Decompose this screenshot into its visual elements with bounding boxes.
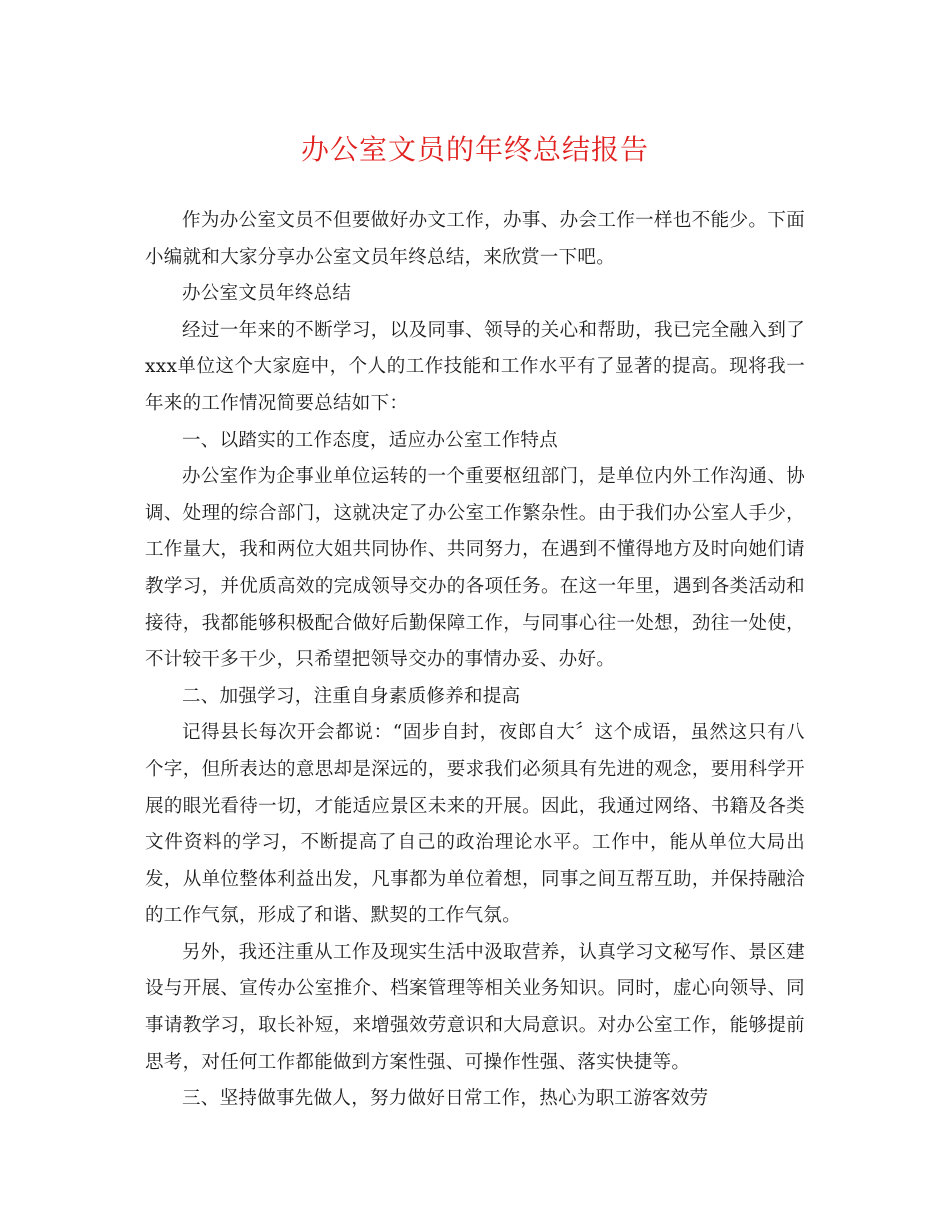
subtitle-heading: 办公室文员年终总结 [182,283,352,305]
section-heading-2: 二、加强学习，注重自身素质修养和提高 [182,685,521,707]
section-heading-1: 一、以踏实的工作态度，适应办公室工作特点 [182,429,559,451]
section-2-paragraph-2: 另外，我还注重从工作及现实生活中汲取营养，认真学习文秘写作、景区建设与开展、宣传办公室推介、档案管理等相关业务知识。同时，虚心向领导、同事请教学习，取长补短，来增强效劳意识和大局意识。对办公室工作，能够提前思考，对任何工作都能做到方案性强、可操作性强、落实快捷等。 [145,941,805,1073]
section-2-paragraph-1: 记得县长每次开会都说：“固步自封，夜郎自大〞这个成语，虽然这只有八个字，但所表达的意思却是深远的，要求我们必须具有先进的观念，要用科学开展的眼光看待一切，才能适应景区未来的开展。因此，我通过网络、书籍及各类文件资料的学习，不断提高了自己的政治理论水平。工作中，能从单位大局出发，从单位整体利益出发，凡事都为单位着想，同事之间互帮互助，并保持融洽的工作气氛，形成了和谐、默契的工作气氛。 [145,722,805,927]
document-title: 办公室文员的年终总结报告 [300,133,649,166]
opening-paragraph: 经过一年来的不断学习，以及同事、领导的关心和帮助，我已完全融入到了xxx单位这个大家庭中，个人的工作技能和工作水平有了显著的提高。现将我一年来的工作情况简要总结如下： [145,319,805,414]
document-body [145,203,805,1118]
intro-paragraph: 作为办公室文员不但要做好办文工作，办事、办会工作一样也不能少。下面小编就和大家分享办公室文员年终总结，来欣赏一下吧。 [145,210,805,268]
section-heading-3: 三、坚持做事先做人，努力做好日常工作，热心为职工游客效劳 [182,1088,709,1110]
section-1-paragraph: 办公室作为企事业单位运转的一个重要枢纽部门，是单位内外工作沟通、协调、处理的综合部门，这就决定了办公室工作繁杂性。由于我们办公室人手少，工作量大，我和两位大姐共同协作、共同努力，在遇到不懂得地方及时向她们请教学习，并优质高效的完成领导交办的各项任务。在这一年里，遇到各类活动和接待，我都能够积极配合做好后勤保障工作，与同事心往一处想，劲往一处使，不计较干多干少，只希望把领导交办的事情办妥、办好。 [145,466,805,671]
